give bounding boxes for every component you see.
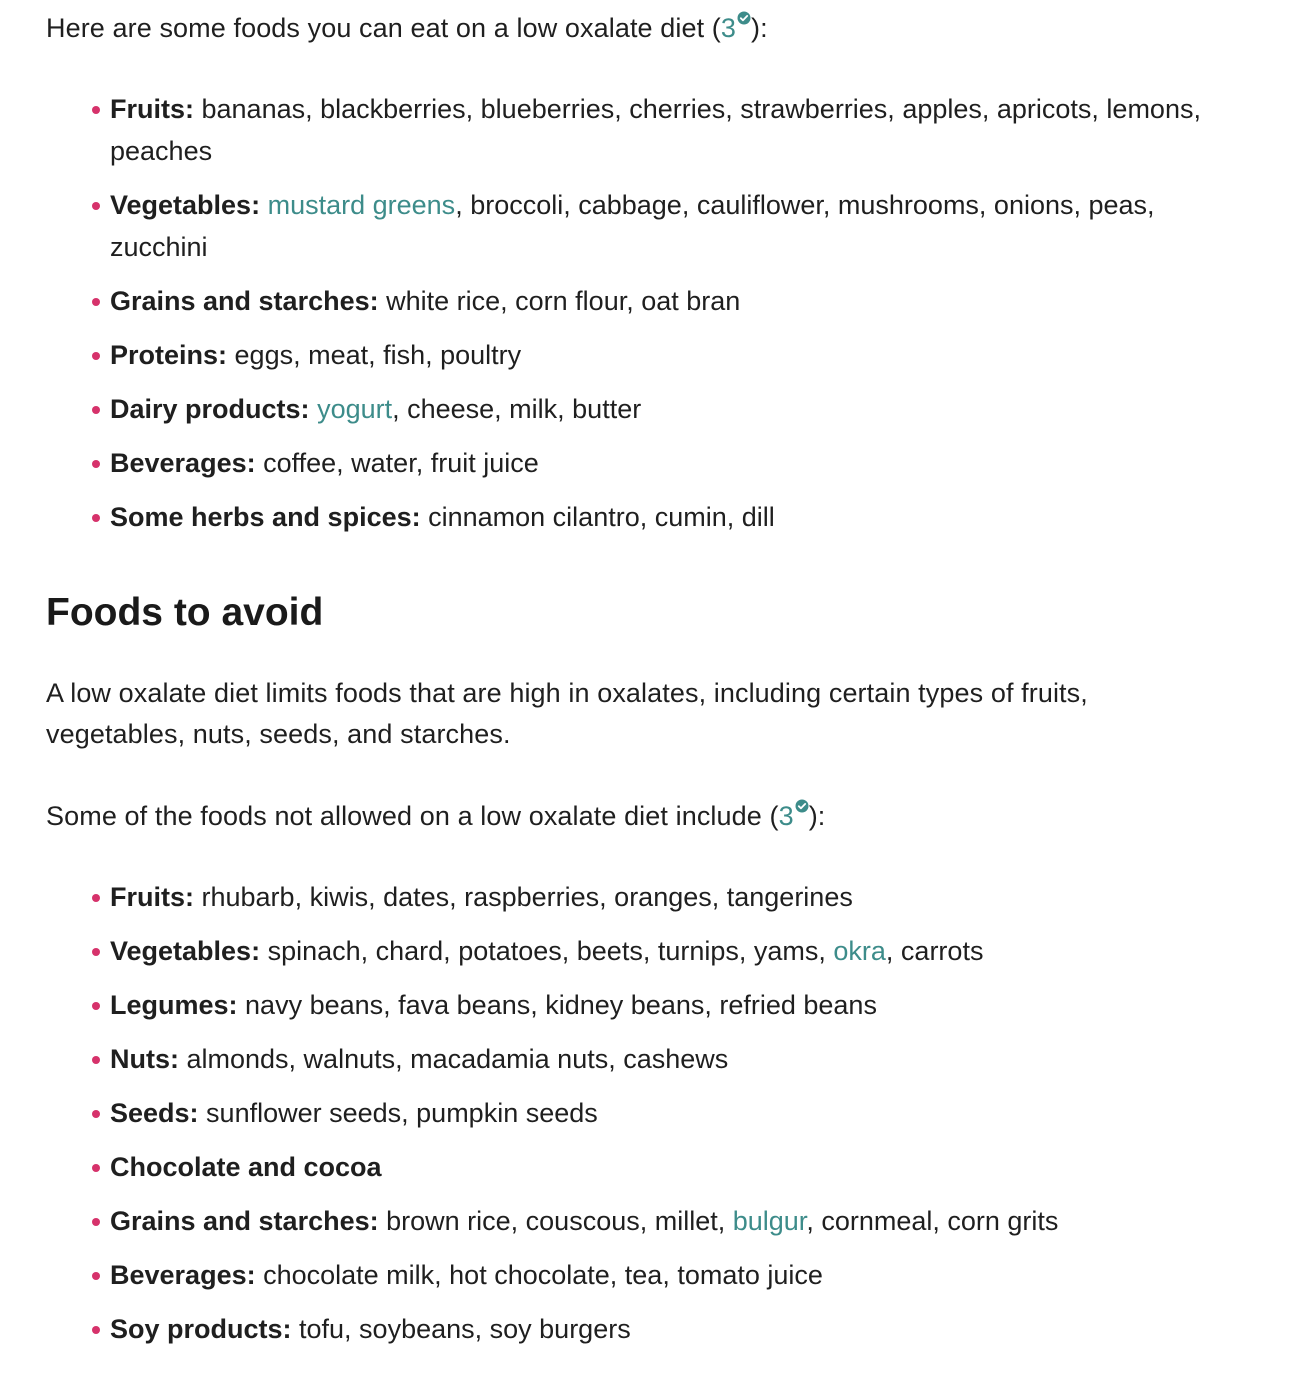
list-item-text: rhubarb, kiwis, dates, raspberries, oranges, tangerines	[194, 882, 853, 912]
citation-link-avoid[interactable]: 3	[779, 801, 809, 831]
list-item-text: bananas, blackberries, blueberries, cherries, strawberries, apples, apricots, lemons, peaches	[110, 94, 1201, 166]
list-item	[110, 442, 1252, 484]
inline-link[interactable]: mustard greens	[267, 190, 456, 220]
list-item	[110, 930, 1252, 972]
bullet-icon	[92, 1110, 100, 1118]
list-item	[110, 1200, 1252, 1242]
bullet-icon	[92, 352, 100, 360]
list-item-text: eggs, meat, fish, poultry	[227, 340, 522, 370]
list-item-label: Beverages:	[110, 1260, 256, 1290]
list-item	[110, 876, 1252, 918]
list-item-label: Fruits:	[110, 882, 194, 912]
foods-to-avoid-list	[46, 876, 1252, 1350]
bullet-icon	[92, 948, 100, 956]
list-item	[110, 334, 1252, 376]
bullet-icon	[92, 894, 100, 902]
list-item-label: Nuts:	[110, 1044, 179, 1074]
list-item-text: sunflower seeds, pumpkin seeds	[198, 1098, 598, 1128]
list-item-text: , carrots	[885, 936, 984, 966]
list-item-label: Proteins:	[110, 340, 228, 370]
list-item-label: Beverages:	[110, 448, 256, 478]
bullet-icon	[92, 1164, 100, 1172]
list-item	[110, 496, 1252, 538]
list-item-text: navy beans, fava beans, kidney beans, refried beans	[237, 990, 877, 1020]
bullet-icon	[92, 1218, 100, 1226]
list-item-label: Grains and starches:	[110, 286, 379, 316]
list-item-label: Chocolate and cocoa	[110, 1152, 382, 1182]
list-item-label: Dairy products:	[110, 394, 310, 424]
list-item-text: tofu, soybeans, soy burgers	[291, 1314, 631, 1344]
list-item	[110, 1038, 1252, 1080]
list-item-text: cinnamon cilantro, cumin, dill	[420, 502, 775, 532]
bullet-icon	[92, 298, 100, 306]
list-item	[110, 1092, 1252, 1134]
bullet-icon	[92, 460, 100, 468]
list-item-text: , broccoli, cabbage, cauliflower, mushrooms, onions, peas, zucchini	[110, 190, 1155, 262]
list-item-label: Vegetables:	[110, 190, 261, 220]
list-item-label: Some herbs and spices:	[110, 502, 421, 532]
list-item-label: Seeds:	[110, 1098, 199, 1128]
list-item	[110, 88, 1252, 172]
list-item	[110, 388, 1252, 430]
list-item	[110, 1146, 1252, 1188]
list-item-text: chocolate milk, hot chocolate, tea, tomato juice	[255, 1260, 823, 1290]
list-item-text: almonds, walnuts, macadamia nuts, cashews	[179, 1044, 729, 1074]
verified-check-icon	[795, 799, 809, 813]
list-item-text: spinach, chard, potatoes, beets, turnips, yams,	[260, 936, 834, 966]
list-item-text	[260, 190, 268, 220]
list-item-text	[310, 394, 318, 424]
list-item-text: brown rice, couscous, millet,	[378, 1206, 733, 1236]
list-item-text: , cheese, milk, butter	[392, 394, 642, 424]
inline-link[interactable]: bulgur	[732, 1206, 807, 1236]
list-item	[110, 1308, 1252, 1350]
citation-link-eat[interactable]: 3	[721, 13, 751, 43]
list-item-text: , cornmeal, corn grits	[806, 1206, 1059, 1236]
list-item-label: Fruits:	[110, 94, 194, 124]
bullet-icon	[92, 1326, 100, 1334]
inline-link[interactable]: yogurt	[317, 394, 393, 424]
bullet-icon	[92, 514, 100, 522]
list-item	[110, 280, 1252, 322]
bullet-icon	[92, 202, 100, 210]
bullet-icon	[92, 1272, 100, 1280]
verified-check-icon	[737, 11, 751, 25]
bullet-icon	[92, 1056, 100, 1064]
list-item-text: coffee, water, fruit juice	[255, 448, 539, 478]
bullet-icon	[92, 106, 100, 114]
bullet-icon	[92, 1002, 100, 1010]
list-item-label: Grains and starches:	[110, 1206, 379, 1236]
list-item-text: white rice, corn flour, oat bran	[378, 286, 741, 316]
bullet-icon	[92, 406, 100, 414]
avoid-description-paragraph: A low oxalate diet limits foods that are high in oxalates, including certain types of fruits, vegetables, nuts, seeds, and starches.	[46, 678, 1088, 749]
list-item-label: Soy products:	[110, 1314, 292, 1344]
list-item	[110, 184, 1252, 268]
list-item	[110, 984, 1252, 1026]
foods-to-eat-list	[46, 88, 1252, 538]
list-item-label: Vegetables:	[110, 936, 261, 966]
intro-eat-paragraph: Here are some foods you can eat on a low oxalate diet (3 ):	[46, 13, 768, 43]
list-item	[110, 1254, 1252, 1296]
inline-link[interactable]: okra	[833, 936, 886, 966]
intro-avoid-paragraph: Some of the foods not allowed on a low oxalate diet include (3 ):	[46, 801, 826, 831]
foods-to-avoid-heading: Foods to avoid	[46, 591, 324, 634]
list-item-label: Legumes:	[110, 990, 238, 1020]
